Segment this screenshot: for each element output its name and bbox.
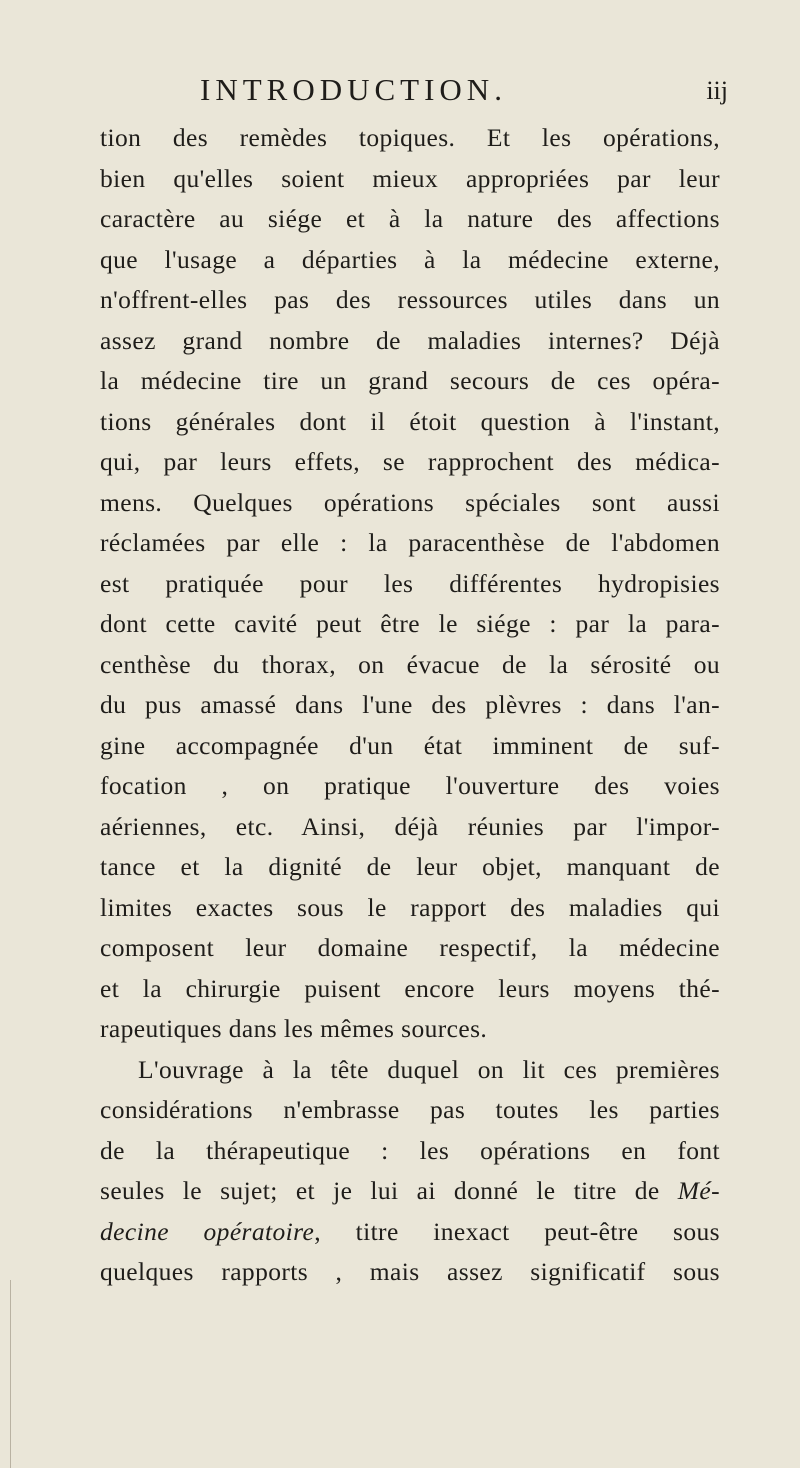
text-line: dont cette cavité peut être le siége : par la para- — [100, 609, 720, 638]
text-line: considérations n'embrasse pas toutes les parties — [100, 1095, 720, 1124]
text-line: mens. Quelques opérations spéciales sont aussi — [100, 487, 720, 517]
text-line: de la thérapeutique : les opérations en font — [100, 1135, 720, 1165]
running-header — [200, 72, 740, 116]
text-line-end: , titre inexact peut-être sous — [314, 1216, 720, 1246]
text-line: focation , on pratique l'ouverture des voies — [100, 771, 720, 800]
text-line: que l'usage a départies à la médecine externe, — [100, 244, 720, 274]
text-line: tions générales dont il étoit question à l'instant, — [100, 406, 720, 436]
text-line: la médecine tire un grand secours de ces opéra- — [100, 366, 720, 395]
text-line — [100, 1212, 720, 1253]
text-line: limites exactes sous le rapport des maladies qui — [100, 892, 720, 922]
page-number: iij — [706, 76, 728, 105]
text-line: quelques rapports , mais assez significatif sous — [100, 1257, 720, 1286]
italic-title-end: decine opératoire — [100, 1216, 315, 1246]
text-line: gine accompagnée d'un état imminent de suf- — [100, 730, 720, 760]
text-line: du pus amassé dans l'une des plèvres : dans l'an- — [100, 690, 720, 719]
page-edge-shadow — [10, 1280, 11, 1468]
text-line: et la chirurgie puisent encore leurs moyens thé- — [100, 973, 720, 1003]
running-title: INTRODUCTION. — [200, 72, 507, 107]
text-line: aériennes, etc. Ainsi, déjà réunies par l'impor- — [100, 811, 720, 841]
body-text — [100, 118, 720, 1293]
text-line — [100, 1171, 720, 1212]
text-line: réclamées par elle : la paracenthèse de l'abdomen — [100, 528, 720, 557]
text-line-start: seules le sujet; et je lui ai donné le titre de — [100, 1176, 660, 1205]
paragraph-last-line: rapeutiques dans les mêmes sources. — [100, 1014, 488, 1043]
text-line: tion des remèdes topiques. Et les opérations, — [100, 123, 720, 152]
text-line: bien qu'elles soient mieux appropriées par leur — [100, 163, 720, 193]
text-line: est pratiquée pour les différentes hydropisies — [100, 568, 720, 598]
text-line: n'offrent-elles pas des ressources utiles dans un — [100, 285, 720, 314]
text-line: assez grand nombre de maladies internes? Déjà — [100, 325, 720, 355]
italic-title-start: Mé- — [677, 1176, 720, 1205]
text-line: tance et la dignité de leur objet, manquant de — [100, 852, 720, 881]
text-line: centhèse du thorax, on évacue de la sérosité ou — [100, 649, 720, 679]
text-line: qui, par leurs effets, se rapprochent des médica- — [100, 447, 720, 476]
text-line: caractère au siége et à la nature des affections — [100, 204, 720, 233]
text-line: composent leur domaine respectif, la médecine — [100, 933, 720, 962]
paragraph-first-line: L'ouvrage à la tête duquel on lit ces premières — [138, 1054, 720, 1084]
